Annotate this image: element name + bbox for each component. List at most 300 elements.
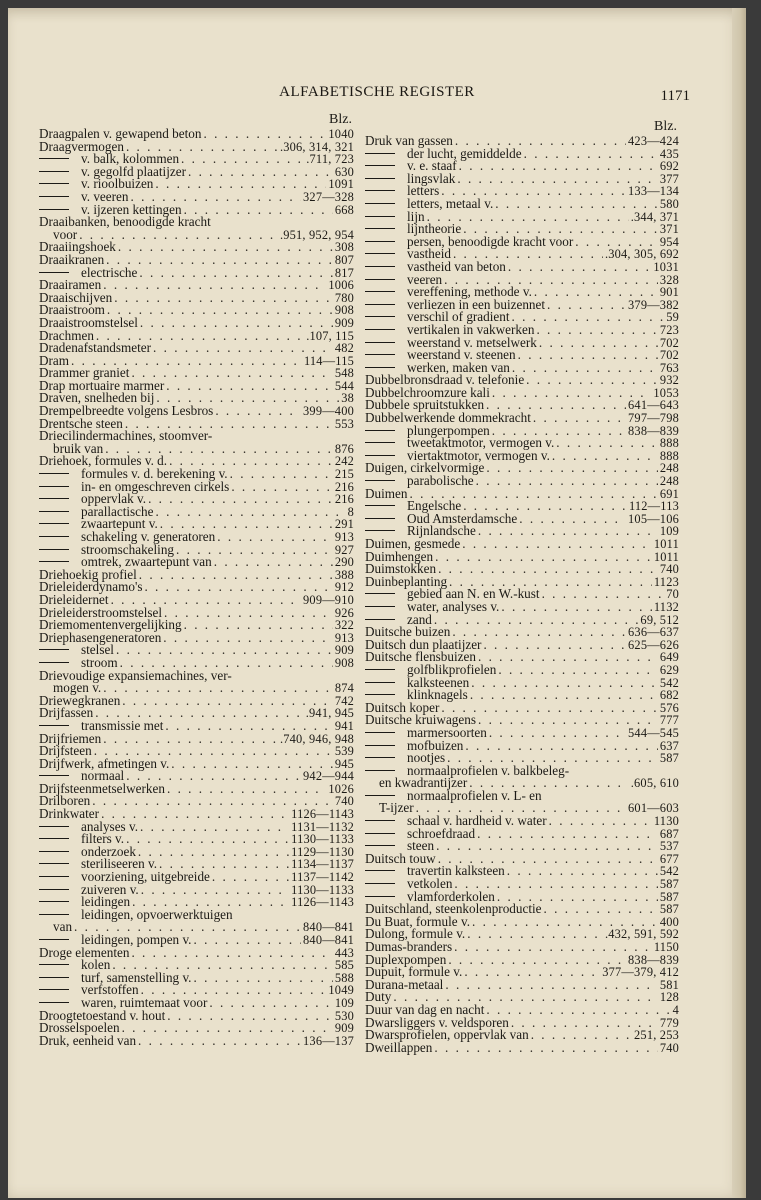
index-term: Drentsche steen <box>39 415 123 431</box>
page-reference: .344, 371 <box>630 209 679 224</box>
index-term: onderzoek <box>81 843 136 859</box>
page-reference: 400 <box>659 914 679 929</box>
subentry-dash <box>39 939 69 940</box>
subentry-dash <box>365 732 395 733</box>
page-reference: 1130—1133 <box>291 882 354 897</box>
index-term: Dram <box>39 352 70 368</box>
index-term: parallactische <box>81 503 154 519</box>
index-term: Drievoudige expansiemachines, ver- <box>39 667 232 683</box>
index-term: Draven, snelheden bij <box>39 390 155 406</box>
page-reference: 1129—1130 <box>291 844 354 859</box>
dot-leader <box>483 639 626 652</box>
index-term: leidingen <box>81 894 131 910</box>
subentry-dash <box>365 165 395 166</box>
dot-leader <box>486 1004 670 1017</box>
page-reference: 740 <box>659 562 679 577</box>
page-reference: 954 <box>659 234 679 249</box>
page-reference: 913 <box>334 530 354 544</box>
dot-leader <box>107 304 333 317</box>
subentry-dash <box>365 266 395 267</box>
page-reference: 587 <box>659 902 679 917</box>
subentry-dash <box>365 870 395 871</box>
dot-leader <box>114 292 333 305</box>
index-term: Dubbelbronsdraad v. telefonie <box>365 372 525 388</box>
page-reference: 625—626 <box>628 637 679 652</box>
index-term: Driehoek, formules v. d. <box>39 453 168 469</box>
dot-leader <box>512 362 658 375</box>
index-term: vlamforderkolen <box>407 888 495 904</box>
page-reference: .740, 946, 948 <box>279 731 354 746</box>
page-reference: .605, 610 <box>630 776 679 791</box>
index-term: zwaartepunt v. <box>81 516 158 532</box>
index-term: klinknagels <box>407 687 468 703</box>
index-term: Draaibanken, benoodigde kracht <box>39 214 211 230</box>
page-reference: 909 <box>334 643 354 658</box>
subentry-dash <box>365 480 395 481</box>
subentry-dash <box>365 795 395 796</box>
page-reference: 780 <box>334 290 354 305</box>
dot-leader <box>501 601 652 614</box>
dot-leader <box>547 299 626 312</box>
index-term: omtrek, zwaartepunt van <box>81 554 212 570</box>
subentry-dash <box>365 669 395 670</box>
dot-leader <box>454 941 652 954</box>
page-reference: 587 <box>659 877 679 892</box>
index-term: Drinkwater <box>39 806 100 822</box>
dot-leader <box>122 1022 333 1035</box>
page-reference: 290 <box>334 555 354 570</box>
index-term: tweetaktmotor, vermogen v. <box>407 435 555 451</box>
dot-leader <box>531 1029 632 1042</box>
subentry-dash <box>365 770 395 771</box>
page-reference: 1150 <box>653 940 679 954</box>
index-term: water, analyses v. <box>407 598 500 614</box>
dot-leader <box>167 783 326 796</box>
page-reference: 542 <box>659 675 679 690</box>
page-reference: 840—841 <box>303 920 354 935</box>
dot-leader <box>435 551 652 564</box>
index-entry <box>365 1039 679 1055</box>
page-reference: 1053 <box>653 385 679 400</box>
page-reference: .304, 305, 692 <box>604 247 679 262</box>
subentry-dash <box>39 171 69 172</box>
subentry-dash <box>365 442 395 443</box>
page-reference: 1134—1137 <box>291 857 354 872</box>
subentry-dash <box>39 473 69 474</box>
page-reference: 1137—1142 <box>291 870 354 885</box>
dot-leader <box>155 178 326 191</box>
subentry-dash <box>365 593 395 594</box>
page-reference: 216 <box>334 479 354 494</box>
subentry-dash <box>39 775 69 776</box>
dot-leader <box>552 450 658 463</box>
dot-leader <box>214 556 333 569</box>
page-reference: 909 <box>334 315 354 330</box>
index-entries-right <box>365 135 679 1054</box>
subentry-dash <box>365 203 395 204</box>
page-reference: 59 <box>666 310 679 325</box>
page-reference: 1123 <box>653 574 679 589</box>
dot-leader <box>193 934 301 947</box>
subentry-dash <box>365 367 395 368</box>
page-reference: 807 <box>334 252 354 267</box>
dot-leader <box>464 966 600 979</box>
index-term: Drijfwerk, afmetingen v. <box>39 755 170 771</box>
dot-leader <box>434 1042 657 1055</box>
page-reference: 377 <box>659 171 679 186</box>
index-term: Draaikranen <box>39 251 105 267</box>
index-term: mofbuizen <box>407 737 464 753</box>
page-reference: 641—643 <box>628 398 679 413</box>
index-term: Driephasengeneratoren <box>39 629 162 645</box>
subentry-dash <box>39 977 69 978</box>
page-reference: 587 <box>659 889 679 904</box>
page-reference: 4 <box>672 1002 679 1017</box>
index-term: Drammer graniet <box>39 365 130 381</box>
index-term: vastheid van beton <box>407 258 506 274</box>
dot-leader <box>103 279 326 292</box>
subentry-dash <box>39 549 69 550</box>
page-reference: 8 <box>347 504 354 519</box>
index-term: Driemomentenvergelijking <box>39 617 182 633</box>
dot-leader <box>495 198 658 211</box>
dot-leader <box>140 821 289 834</box>
page-reference: 38 <box>341 391 354 406</box>
index-term: gebied aan N. en W.-kust <box>407 586 540 602</box>
index-term: Droogtetoestand v. hout <box>39 1007 166 1023</box>
subentry-dash <box>365 745 395 746</box>
index-term: Oud Amsterdamsche <box>407 510 518 526</box>
page-reference: 1130 <box>653 814 679 829</box>
index-term: transmissie met <box>81 717 164 733</box>
dot-leader <box>470 689 658 702</box>
page-reference: 399—400 <box>303 404 354 419</box>
subentry-dash <box>365 430 395 431</box>
index-term: weerstand v. metselwerk <box>407 334 537 350</box>
dot-leader <box>467 928 603 941</box>
subentry-dash <box>39 498 69 499</box>
page-number: 1171 <box>660 88 690 104</box>
index-term: stroom <box>81 654 118 670</box>
index-entry <box>39 342 354 355</box>
index-term: Drilboren <box>39 793 91 809</box>
index-term: kolen <box>81 957 111 973</box>
page-reference: 941 <box>334 718 354 733</box>
index-term: Dweillappen <box>365 1039 433 1055</box>
dot-leader <box>193 972 332 985</box>
dot-leader <box>181 153 304 166</box>
page-reference: 327—328 <box>303 189 354 204</box>
page-reference: 423—424 <box>628 134 679 148</box>
page-edge <box>732 8 746 1198</box>
subentry-dash <box>365 279 395 280</box>
subentry-dash <box>365 342 395 343</box>
page-reference: 649 <box>659 650 679 665</box>
index-term: verfstoffen <box>81 982 139 998</box>
dot-leader <box>434 614 639 627</box>
index-term: zand <box>407 611 432 627</box>
page-reference: 544—545 <box>628 725 679 740</box>
dot-leader <box>544 903 658 916</box>
subentry-dash <box>365 316 395 317</box>
page-reference: 817 <box>334 265 354 280</box>
subentry-dash <box>365 329 395 330</box>
subentry-dash <box>365 304 395 305</box>
index-term: letters <box>407 183 440 199</box>
dot-leader <box>215 405 301 418</box>
subentry-dash <box>39 536 69 537</box>
index-term: Drap mortuaire marmer <box>39 377 165 393</box>
page-reference: 909—910 <box>303 592 354 607</box>
page-reference: 248 <box>659 461 679 476</box>
dot-leader <box>103 682 333 695</box>
dot-leader <box>536 324 657 337</box>
index-term: Drijfsteenmetselwerken <box>39 780 165 796</box>
index-term: Duinbeplanting <box>365 573 448 589</box>
index-term: golfblikprofielen <box>407 661 497 677</box>
page-reference: .432, 591, 592 <box>604 927 679 942</box>
dot-leader <box>165 720 332 733</box>
page-reference: 542 <box>659 864 679 879</box>
subentry-dash <box>365 228 395 229</box>
index-term: v. veeren <box>81 188 129 204</box>
page-reference: .951, 952, 954 <box>279 227 354 242</box>
subentry-dash <box>365 896 395 897</box>
index-term: Engelsche <box>407 498 462 514</box>
dot-leader <box>153 342 333 355</box>
dot-leader <box>116 644 333 657</box>
index-term: Drachmen <box>39 327 94 343</box>
running-title: ALFABETISCHE REGISTER <box>279 84 475 100</box>
index-term: kalksteenen <box>407 674 470 690</box>
dot-leader <box>163 632 333 645</box>
page-reference: 482 <box>334 341 354 356</box>
dot-leader <box>122 695 333 708</box>
index-term: in- en omgeschreven cirkels <box>81 478 230 494</box>
page-reference: 251, 253 <box>634 1028 679 1043</box>
index-term: Dradenafstandsmeter <box>39 340 152 356</box>
subentry-dash <box>365 455 395 456</box>
page-reference: 69, 512 <box>640 612 679 627</box>
index-term: Duimen <box>365 485 408 501</box>
page-reference: 581 <box>659 977 679 992</box>
index-term: Dubbele spruitstukken <box>365 397 485 413</box>
index-term: Dubbelwerkende dommekracht <box>365 410 531 426</box>
index-term: vertikalen in vakwerken <box>407 321 535 337</box>
page-reference: 740 <box>334 794 354 809</box>
page-reference: 133—134 <box>628 184 679 199</box>
subentry-dash <box>39 964 69 965</box>
index-term: voor <box>53 226 78 242</box>
page-reference: 876 <box>334 441 354 456</box>
index-term: oppervlak v. <box>81 491 147 507</box>
index-term: letters, metaal v. <box>407 195 494 211</box>
page-reference: 913 <box>334 630 354 645</box>
page-reference: 630 <box>334 164 354 179</box>
index-term: Rijnlandsche <box>407 523 476 539</box>
index-term: vereffening, methode v. <box>407 284 532 300</box>
index-term: v. ijzeren kettingen <box>81 201 182 217</box>
subentry-dash <box>39 158 69 159</box>
index-term: leidingen, opvoerwerktuigen <box>81 906 233 922</box>
page-reference: 702 <box>659 335 679 350</box>
subentry-dash <box>365 833 395 834</box>
page-reference: 677 <box>659 851 679 866</box>
index-term: travertin kalksteen <box>407 863 505 879</box>
index-term: Duimen, gesmede <box>365 536 461 551</box>
dot-leader <box>141 884 289 897</box>
subentry-dash <box>365 682 395 683</box>
dot-leader <box>167 1010 333 1023</box>
page-reference: 927 <box>334 542 354 557</box>
page-reference: 777 <box>659 713 679 728</box>
dot-leader <box>508 261 652 274</box>
index-term: lijn <box>407 208 425 224</box>
index-entries-left <box>39 128 354 1047</box>
subentry-dash <box>365 354 395 355</box>
subentry-dash <box>365 619 395 620</box>
subentry-dash <box>365 757 395 758</box>
page-reference: 908 <box>334 655 354 670</box>
index-term: mogen v. <box>53 680 102 696</box>
subentry-dash <box>39 838 69 839</box>
subentry-dash <box>39 914 69 915</box>
subentry-dash <box>39 876 69 877</box>
page-reference: 838—839 <box>628 952 679 967</box>
index-term: Draaistroomstelsel <box>39 314 138 330</box>
dot-leader <box>139 569 333 582</box>
index-term: v. rioolbuizen <box>81 176 154 192</box>
index-term: nootjes <box>407 750 446 766</box>
page-reference: 105—106 <box>628 511 679 526</box>
index-term: Drijfriemen <box>39 730 102 746</box>
dot-leader <box>507 865 658 878</box>
page-reference: 926 <box>334 605 354 620</box>
dot-leader <box>140 317 333 330</box>
index-term: Draairamen <box>39 277 102 293</box>
index-term: Du Buat, formule v. <box>365 913 470 929</box>
index-term: van <box>53 919 73 935</box>
dot-leader <box>217 531 333 544</box>
index-term: parabolische <box>407 473 474 489</box>
index-term: plungerpompen <box>407 422 490 438</box>
index-term: Driehoekig profiel <box>39 566 137 582</box>
index-term: Dulong, formule v. <box>365 926 466 942</box>
subentry-dash <box>39 511 69 512</box>
subentry-dash <box>365 530 395 531</box>
page-reference: 908 <box>334 303 354 318</box>
index-term: Draagvermogen <box>39 138 124 154</box>
dot-leader <box>138 846 289 859</box>
page-reference: 942—944 <box>303 769 354 784</box>
index-term: lingsvlak <box>407 170 456 186</box>
index-term: vetkolen <box>407 876 453 892</box>
index-term: Duitschland, steenkolenproductie <box>365 901 542 917</box>
index-term: veeren <box>407 271 443 287</box>
dot-leader <box>519 513 626 526</box>
index-term: Draaischijven <box>39 289 113 305</box>
index-term: electrische <box>81 264 138 280</box>
index-term: schroefdraad <box>407 825 476 841</box>
index-term: weerstand v. steenen <box>407 347 516 363</box>
index-term: en kwadrantijzer <box>379 775 468 791</box>
page-reference: 580 <box>659 196 679 211</box>
page-reference: 874 <box>334 681 354 696</box>
subentry-dash <box>365 694 395 695</box>
dot-leader <box>445 979 657 992</box>
dot-leader <box>148 493 333 506</box>
dot-leader <box>465 740 657 753</box>
dot-leader <box>448 954 626 967</box>
index-term: Druk, eenheid van <box>39 1032 137 1048</box>
page-reference: 668 <box>334 202 354 217</box>
subentry-dash <box>39 183 69 184</box>
subentry-dash <box>365 216 395 217</box>
subentry-dash <box>39 272 69 273</box>
index-term: Driecilindermachines, stoomver- <box>39 428 213 444</box>
dot-leader <box>118 241 333 254</box>
page-reference: 388 <box>334 567 354 582</box>
index-column-right <box>365 108 679 1054</box>
subentry-dash <box>365 505 395 506</box>
blz-label: Blz. <box>654 119 677 134</box>
index-term: Duitsche buizen <box>365 624 451 640</box>
subentry-dash <box>365 241 395 242</box>
dot-leader <box>212 871 289 884</box>
page-reference: 636—637 <box>628 625 679 640</box>
page-reference: 537 <box>659 839 679 854</box>
page-reference: 629 <box>659 662 679 677</box>
index-term: stroomschakeling <box>81 541 175 557</box>
subentry-dash <box>365 178 395 179</box>
dot-leader <box>438 563 658 576</box>
page-reference: 576 <box>659 700 679 715</box>
index-term: formules v. d. berekening v. <box>81 466 228 482</box>
subentry-dash <box>39 209 69 210</box>
index-term: v. balk, kolommen <box>81 151 180 167</box>
dot-leader <box>512 311 665 324</box>
index-term: waren, ruimtemaat voor <box>81 994 208 1010</box>
dot-leader <box>139 267 332 280</box>
page-reference: 909 <box>334 1021 354 1036</box>
index-term: voorziening, uitgebreide <box>81 869 210 885</box>
page-reference: 779 <box>659 1015 679 1030</box>
index-term: leidingen, pompen v. <box>81 932 192 947</box>
subentry-dash <box>365 518 395 519</box>
page-reference: 308 <box>334 240 354 255</box>
page-reference: 291 <box>334 517 354 532</box>
index-term: Duitsch touw <box>365 850 436 866</box>
index-term: Duimstokken <box>365 561 437 577</box>
index-term: Duur van dag en nacht <box>365 1001 485 1017</box>
index-term: Drempelbreedte volgens Lesbros <box>39 403 214 419</box>
index-term: zuiveren v. <box>81 881 139 897</box>
page-reference: 587 <box>659 751 679 766</box>
subentry-dash <box>365 153 395 154</box>
page-reference: 70 <box>666 587 679 602</box>
page-reference: .711, 723 <box>306 152 354 167</box>
index-entry <box>365 475 679 488</box>
dot-leader <box>486 462 657 475</box>
page-reference: .941, 945 <box>305 706 354 721</box>
index-term: Duitsche flensbuizen <box>365 649 476 665</box>
index-term: Dupuit, formule v. <box>365 964 463 980</box>
index-column-left <box>39 108 354 1047</box>
page-reference: 1040 <box>328 127 354 141</box>
index-term: Drijfsteen <box>39 743 92 759</box>
index-term: normaal <box>81 768 125 784</box>
page-reference: 136—137 <box>303 1033 354 1048</box>
